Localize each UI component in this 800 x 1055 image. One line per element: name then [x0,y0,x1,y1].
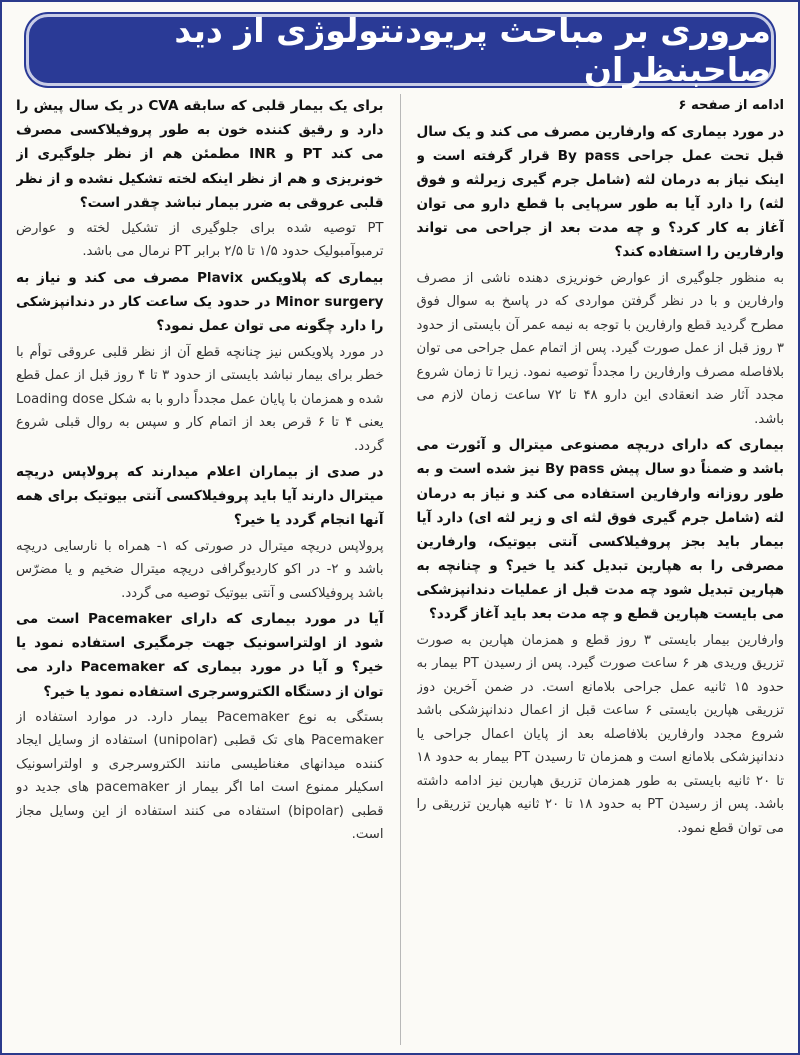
title-banner [26,11,774,89]
answer-1: به منظور جلوگیری از عوارض خونریزی دهنده ناشی از مصرف وارفارین و با در نظر گرفتن مواردی که در پاسخ به سوال فوق مطرح گردید قطع وارفارین با توجه به نیمه عمر آن بایستی از حدود ۳ روز قبل از عمل صورت گیرد. پس از اتمام عمل جراحی می توان بلافاصله مصرف وارفارین را مجدداً توصیه نمود. زیرا تا زمان شروع مجدد آثار ضد انعقادی این دارو ۴۸ تا ۷۲ ساعت زمان لازم می باشد. [416,270,784,427]
question-6: آیا در مورد بیماری که دارای Pacemaker است می شود از اولتراسونیک جهت جرمگیری استفاده نمود یا خیر؟ و آیا در مورد بیماری که Pacemaker دارد می توان از دستگاه الکتروسرجری استفاده نمود یا خیر؟ [16,611,384,700]
article-columns [16,94,784,1045]
answer-6: بستگی به نوع Pacemaker بیمار دارد. در موارد استفاده از Pacemaker های تک قطبی (unipolar) استفاده از وسایل ایجاد کننده میدانهای مغناطیسی مانند الکتروسرجری و اولتراسونیک اسکیلر ممنوع است اما اگر بیمار از pacemaker های جدید دو قطبی (bipolar) استفاده می کنند استفاده از این وسایل مجاز است. [16,709,384,843]
answer-3: PT توصیه شده برای جلوگیری از تشکیل لخته و عوارض ترمبوآمبولیک حدود ۱/۵ تا ۲/۵ برابر PT نرمال می باشد. [16,220,384,260]
question-3: برای یک بیمار قلبی که سابقه CVA در یک سال پیش را دارد و رقیق کننده خون به طور پروفیلاکسی مصرف می کند PT و INR مطمئن هم از نظر جلوگیری از خونریزی و هم از نظر اینکه لخته تشکیل نشده و از نظر قلبی عروقی به ضرر بیمار نباشد چقدر است؟ [16,98,384,211]
answer-4: در مورد پلاویکس نیز چنانچه قطع آن از نظر قلبی عروقی توأم با خطر برای بیمار نباشد بایستی از حدود ۳ تا ۴ روز قبل از عمل قطع شده و همزمان با پایان عمل مجدداً دارو با به شکل Loading dose یعنی ۴ تا ۶ قرص بعد از اتمام کار و سپس به روال قبلی شروع گردد. [16,344,384,454]
question-1: در مورد بیماری که وارفارین مصرف می کند و یک سال قبل تحت عمل جراحی By pass قرار گرفته است و اینک نیاز به درمان لثه (شامل جرم گیری زیرلثه و فوق لثه) را دارد آیا به طور سرپایی با قطع دارو می توان آغاز به کار کرد؟ و چه مدت بعد از جراحی می تواند وارفارین را استفاده کند؟ [416,123,784,261]
continuation-note: ادامه از صفحه ۶ [678,98,784,113]
question-2: بیماری که دارای دریچه مصنوعی میترال و آئورت می باشد و ضمناً دو سال پیش By pass نیز شده است و به طور روزانه وارفارین استفاده می کند و نیاز به درمان لثه (شامل جرم گیری فوق لثه ای و زیر لثه ای) دارد آیا بیمار باید بجز پروفیلاکسی آنتی بیوتیک، وارفارین مصرفی را به هپارین تبدیل کند یا خیر؟ و چنانچه به هپارین تبدیل شود چه مدت قبل از عملیات دندانپزشکی می بایست هپارین قطع و چه مدت بعد باید آغاز گردد؟ [416,437,784,623]
left-column [16,94,384,1045]
answer-2: وارفارین بیمار بایستی ۳ روز قطع و همزمان هپارین به صورت تزریق وریدی هر ۶ ساعت صورت گیرد. پس از رسیدن PT بیمار به حدود ۱۵ ثانیه عمل جراحی بلامانع است. در ضمن آخرین دوز تزریقی هپارین بایستی ۶ ساعت قبل از اعمال دندانپزشکی باشد شروع مجدد وارفارین بلافاصله بعد از پایان اعمال جراحی یا دندانپزشکی بلامانع است و همزمان تا رسیدن PT بیمار به حدود ۱۸ تا ۲۰ ثانیه بایستی به طور همزمان تزریق هپارین نیز ادامه داشته باشد. پس از رسیدن PT به حدود ۱۸ تا ۲۰ ثانیه هپارین تزریقی را می توان قطع نمود. [416,632,784,836]
right-column [417,94,785,1045]
question-5: در صدی از بیماران اعلام میدارند که پرولاپس دریچه میترال دارند آیا باید پروفیلاکسی آنتی بیوتیک برای همه آنها انجام گردد یا خیر؟ [16,464,384,529]
answer-5: پرولاپس دریچه میترال در صورتی که ۱- همراه با نارسایی دریچه باشد و ۲- در اکو کاردیوگرافی دریچه میترال ضخیم و یا مضرّس باشد پروفیلاکسی و آنتی بیوتیک توصیه می گردد. [16,538,384,601]
page-title: مروری بر مباحث پریودنتولوژی از دید صاحبنظران [174,11,771,89]
column-divider [400,94,401,1045]
question-4: بیماری که پلاویکس Plavix مصرف می کند و نیاز به Minor surgery در حدود یک ساعت کار در دندانپزشکی را دارد چگونه می توان عمل نمود؟ [16,269,384,335]
